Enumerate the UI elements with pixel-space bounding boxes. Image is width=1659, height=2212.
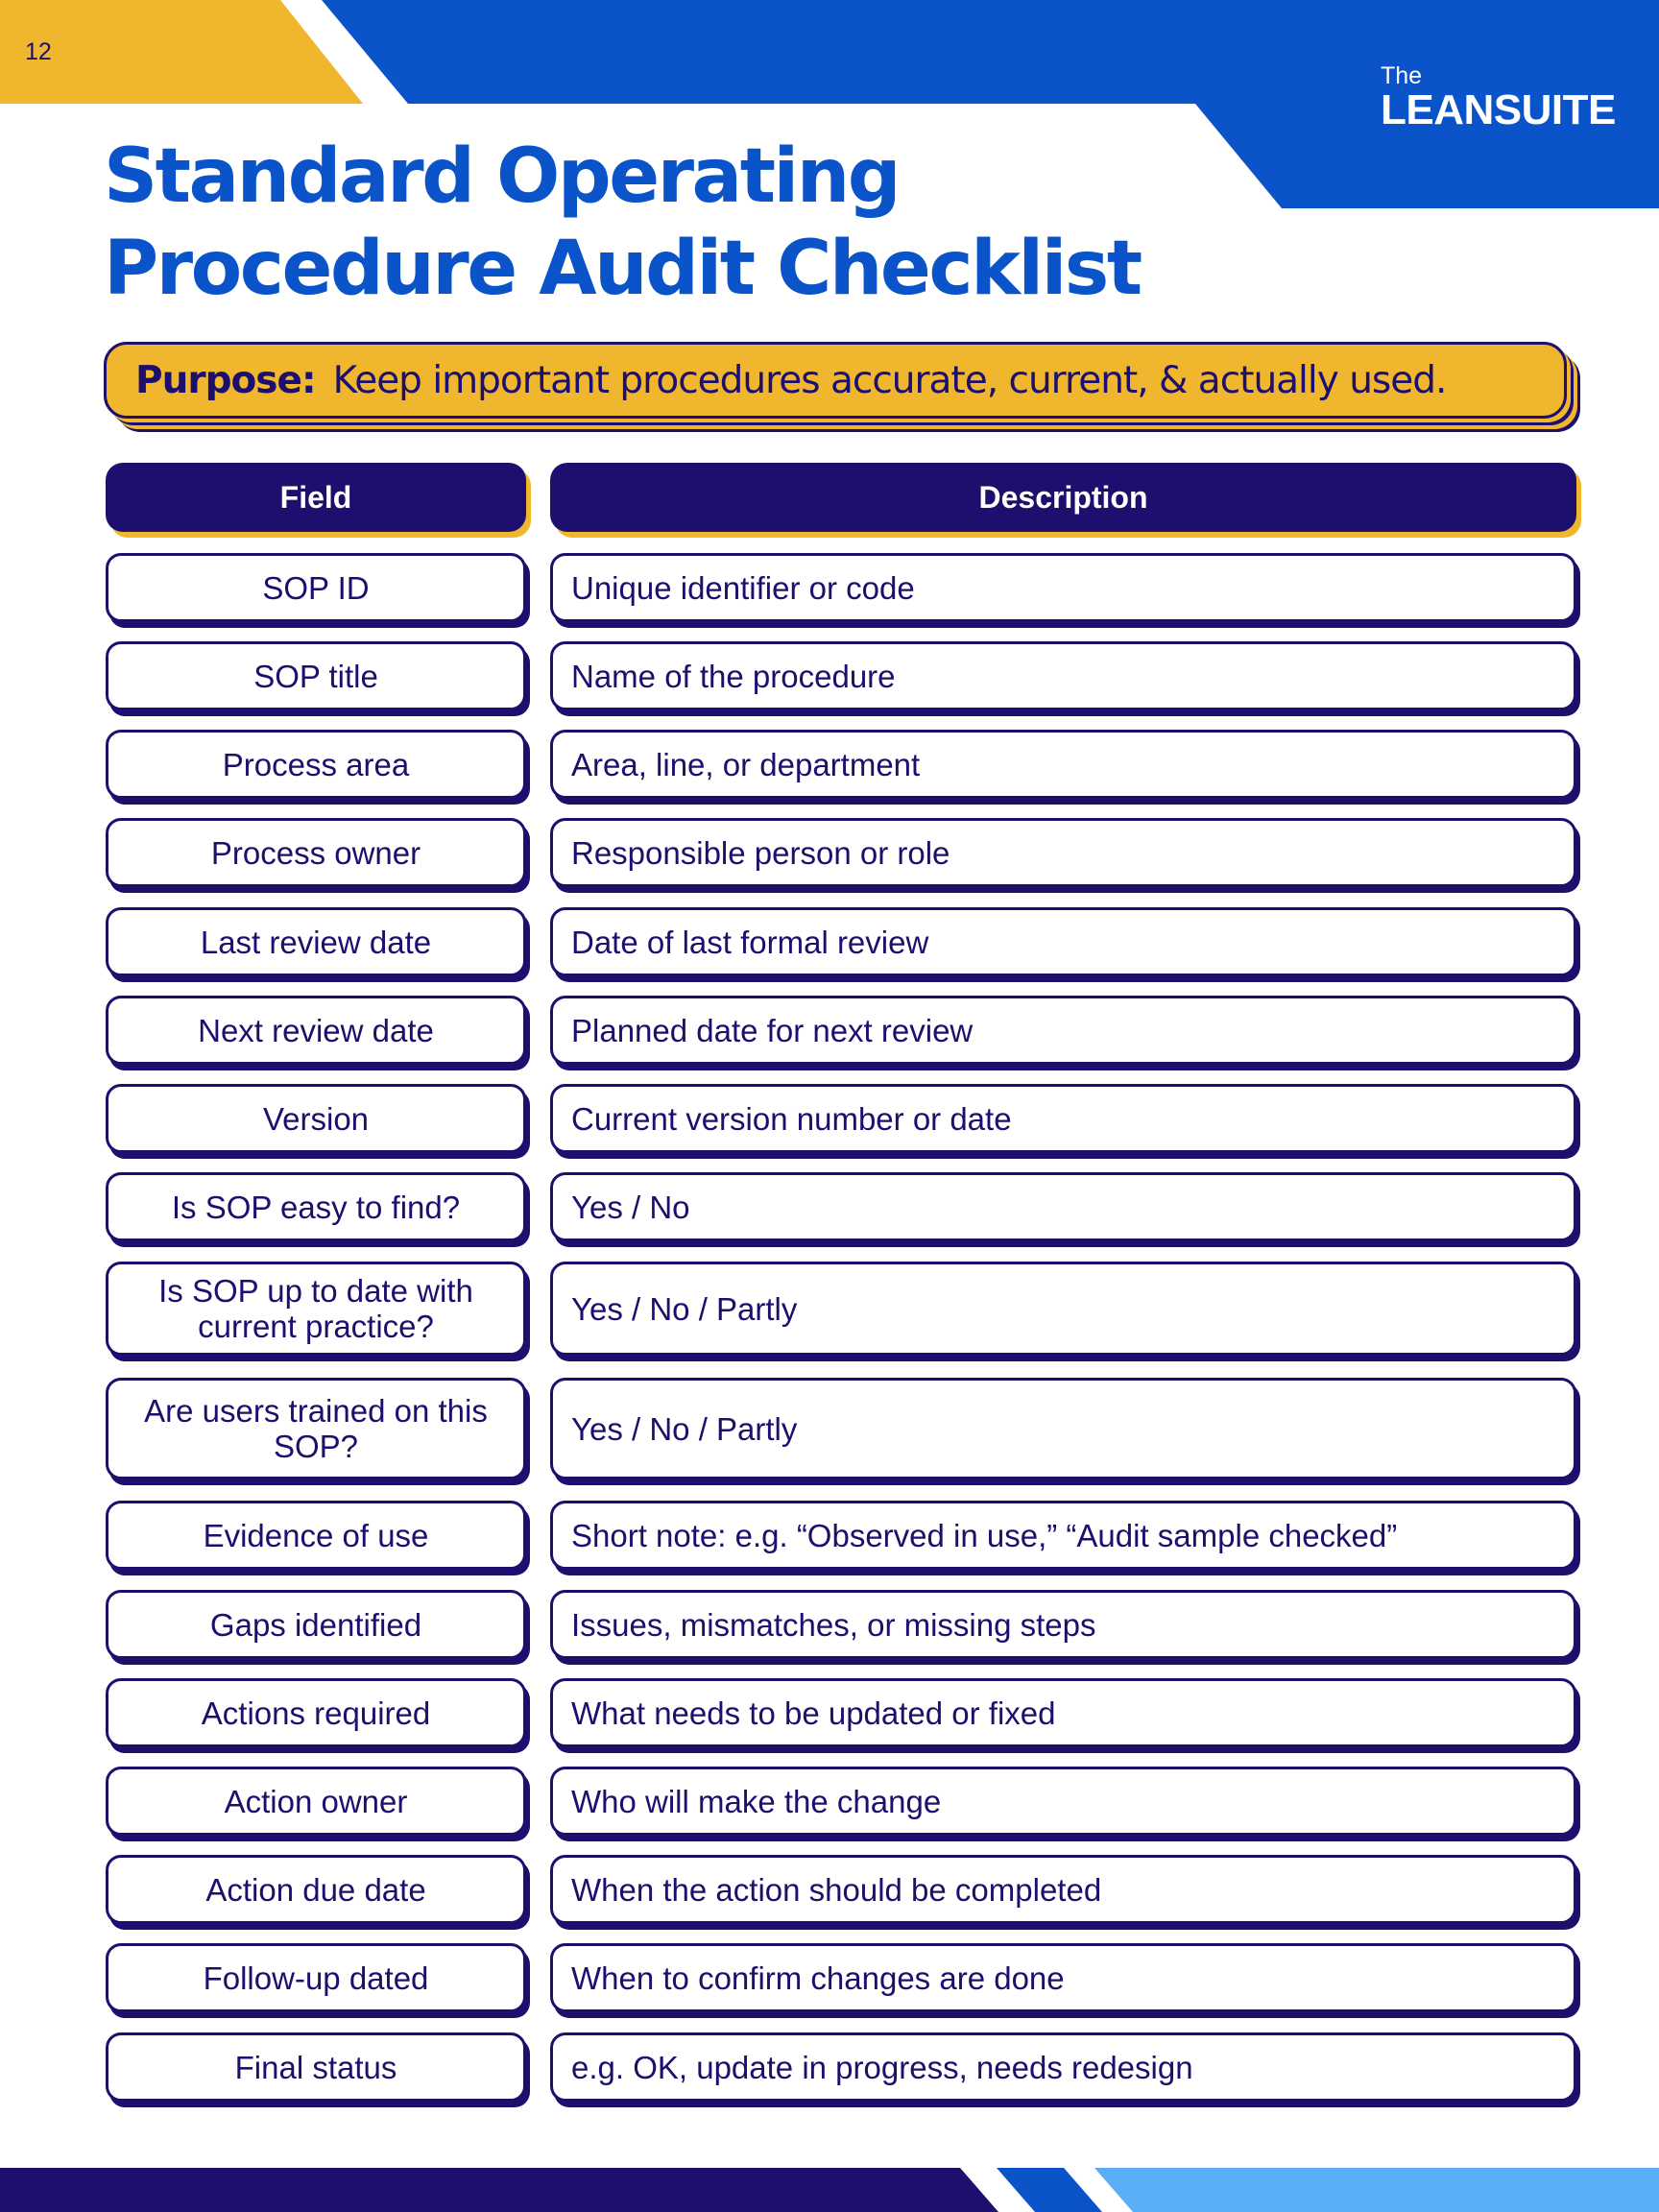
row-field-cell: Process area (106, 730, 526, 799)
header-description: Description (550, 463, 1576, 532)
page-number: 12 (25, 38, 52, 65)
brand-prefix: The (1381, 62, 1423, 89)
row-field-cell: Follow-up dated (106, 1943, 526, 2012)
row-field-cell: Final status (106, 2032, 526, 2102)
row-description-cell: When to confirm changes are done (550, 1943, 1576, 2012)
row-description-cell: Issues, mismatches, or missing steps (550, 1590, 1576, 1659)
row-field-cell: Is SOP up to date with current practice? (106, 1262, 526, 1356)
row-description-cell: Responsible person or role (550, 818, 1576, 887)
purpose-text: Keep important procedures accurate, current, & actually used. (332, 358, 1447, 402)
row-description-cell: Yes / No / Partly (550, 1378, 1576, 1479)
row-field-cell: Next review date (106, 996, 526, 1065)
purpose-banner (104, 342, 1567, 419)
header-field: Field (106, 463, 526, 532)
footer-navy-band (0, 2168, 998, 2212)
row-field-cell: Process owner (106, 818, 526, 887)
purpose-label: Purpose: (135, 358, 316, 402)
row-field-cell: Are users trained on this SOP? (106, 1378, 526, 1479)
row-description-cell: What needs to be updated or fixed (550, 1678, 1576, 1747)
row-field-cell: Action owner (106, 1767, 526, 1836)
row-description-cell: e.g. OK, update in progress, needs redesign (550, 2032, 1576, 2102)
row-field-cell: Evidence of use (106, 1501, 526, 1570)
footer-blue-stripe (997, 2168, 1102, 2212)
row-field-cell: Action due date (106, 1855, 526, 1924)
row-field-cell: SOP title (106, 641, 526, 710)
row-description-cell: Name of the procedure (550, 641, 1576, 710)
row-description-cell: When the action should be completed (550, 1855, 1576, 1924)
footer-light-blue-band (1094, 2168, 1659, 2212)
row-field-cell: SOP ID (106, 553, 526, 622)
brand-logo (1381, 63, 1616, 132)
row-description-cell: Area, line, or department (550, 730, 1576, 799)
brand-name: LEANSUITE (1381, 86, 1616, 133)
page-title (104, 131, 1160, 315)
row-description-cell: Current version number or date (550, 1084, 1576, 1153)
row-description-cell: Yes / No (550, 1172, 1576, 1241)
row-field-cell: Version (106, 1084, 526, 1153)
row-field-cell: Actions required (106, 1678, 526, 1747)
row-description-cell: Date of last formal review (550, 907, 1576, 976)
row-description-cell: Short note: e.g. “Observed in use,” “Audit sample checked” (550, 1501, 1576, 1570)
row-description-cell: Planned date for next review (550, 996, 1576, 1065)
footer-decoration (0, 2168, 1659, 2212)
page-title-line-1: Standard Operating (104, 133, 900, 220)
page-title-line-2: Procedure Audit Checklist (104, 226, 1141, 312)
row-field-cell: Gaps identified (106, 1590, 526, 1659)
header-gold-tab (0, 0, 363, 104)
row-description-cell: Yes / No / Partly (550, 1262, 1576, 1356)
row-field-cell: Is SOP easy to find? (106, 1172, 526, 1241)
row-description-cell: Unique identifier or code (550, 553, 1576, 622)
row-field-cell: Last review date (106, 907, 526, 976)
row-description-cell: Who will make the change (550, 1767, 1576, 1836)
